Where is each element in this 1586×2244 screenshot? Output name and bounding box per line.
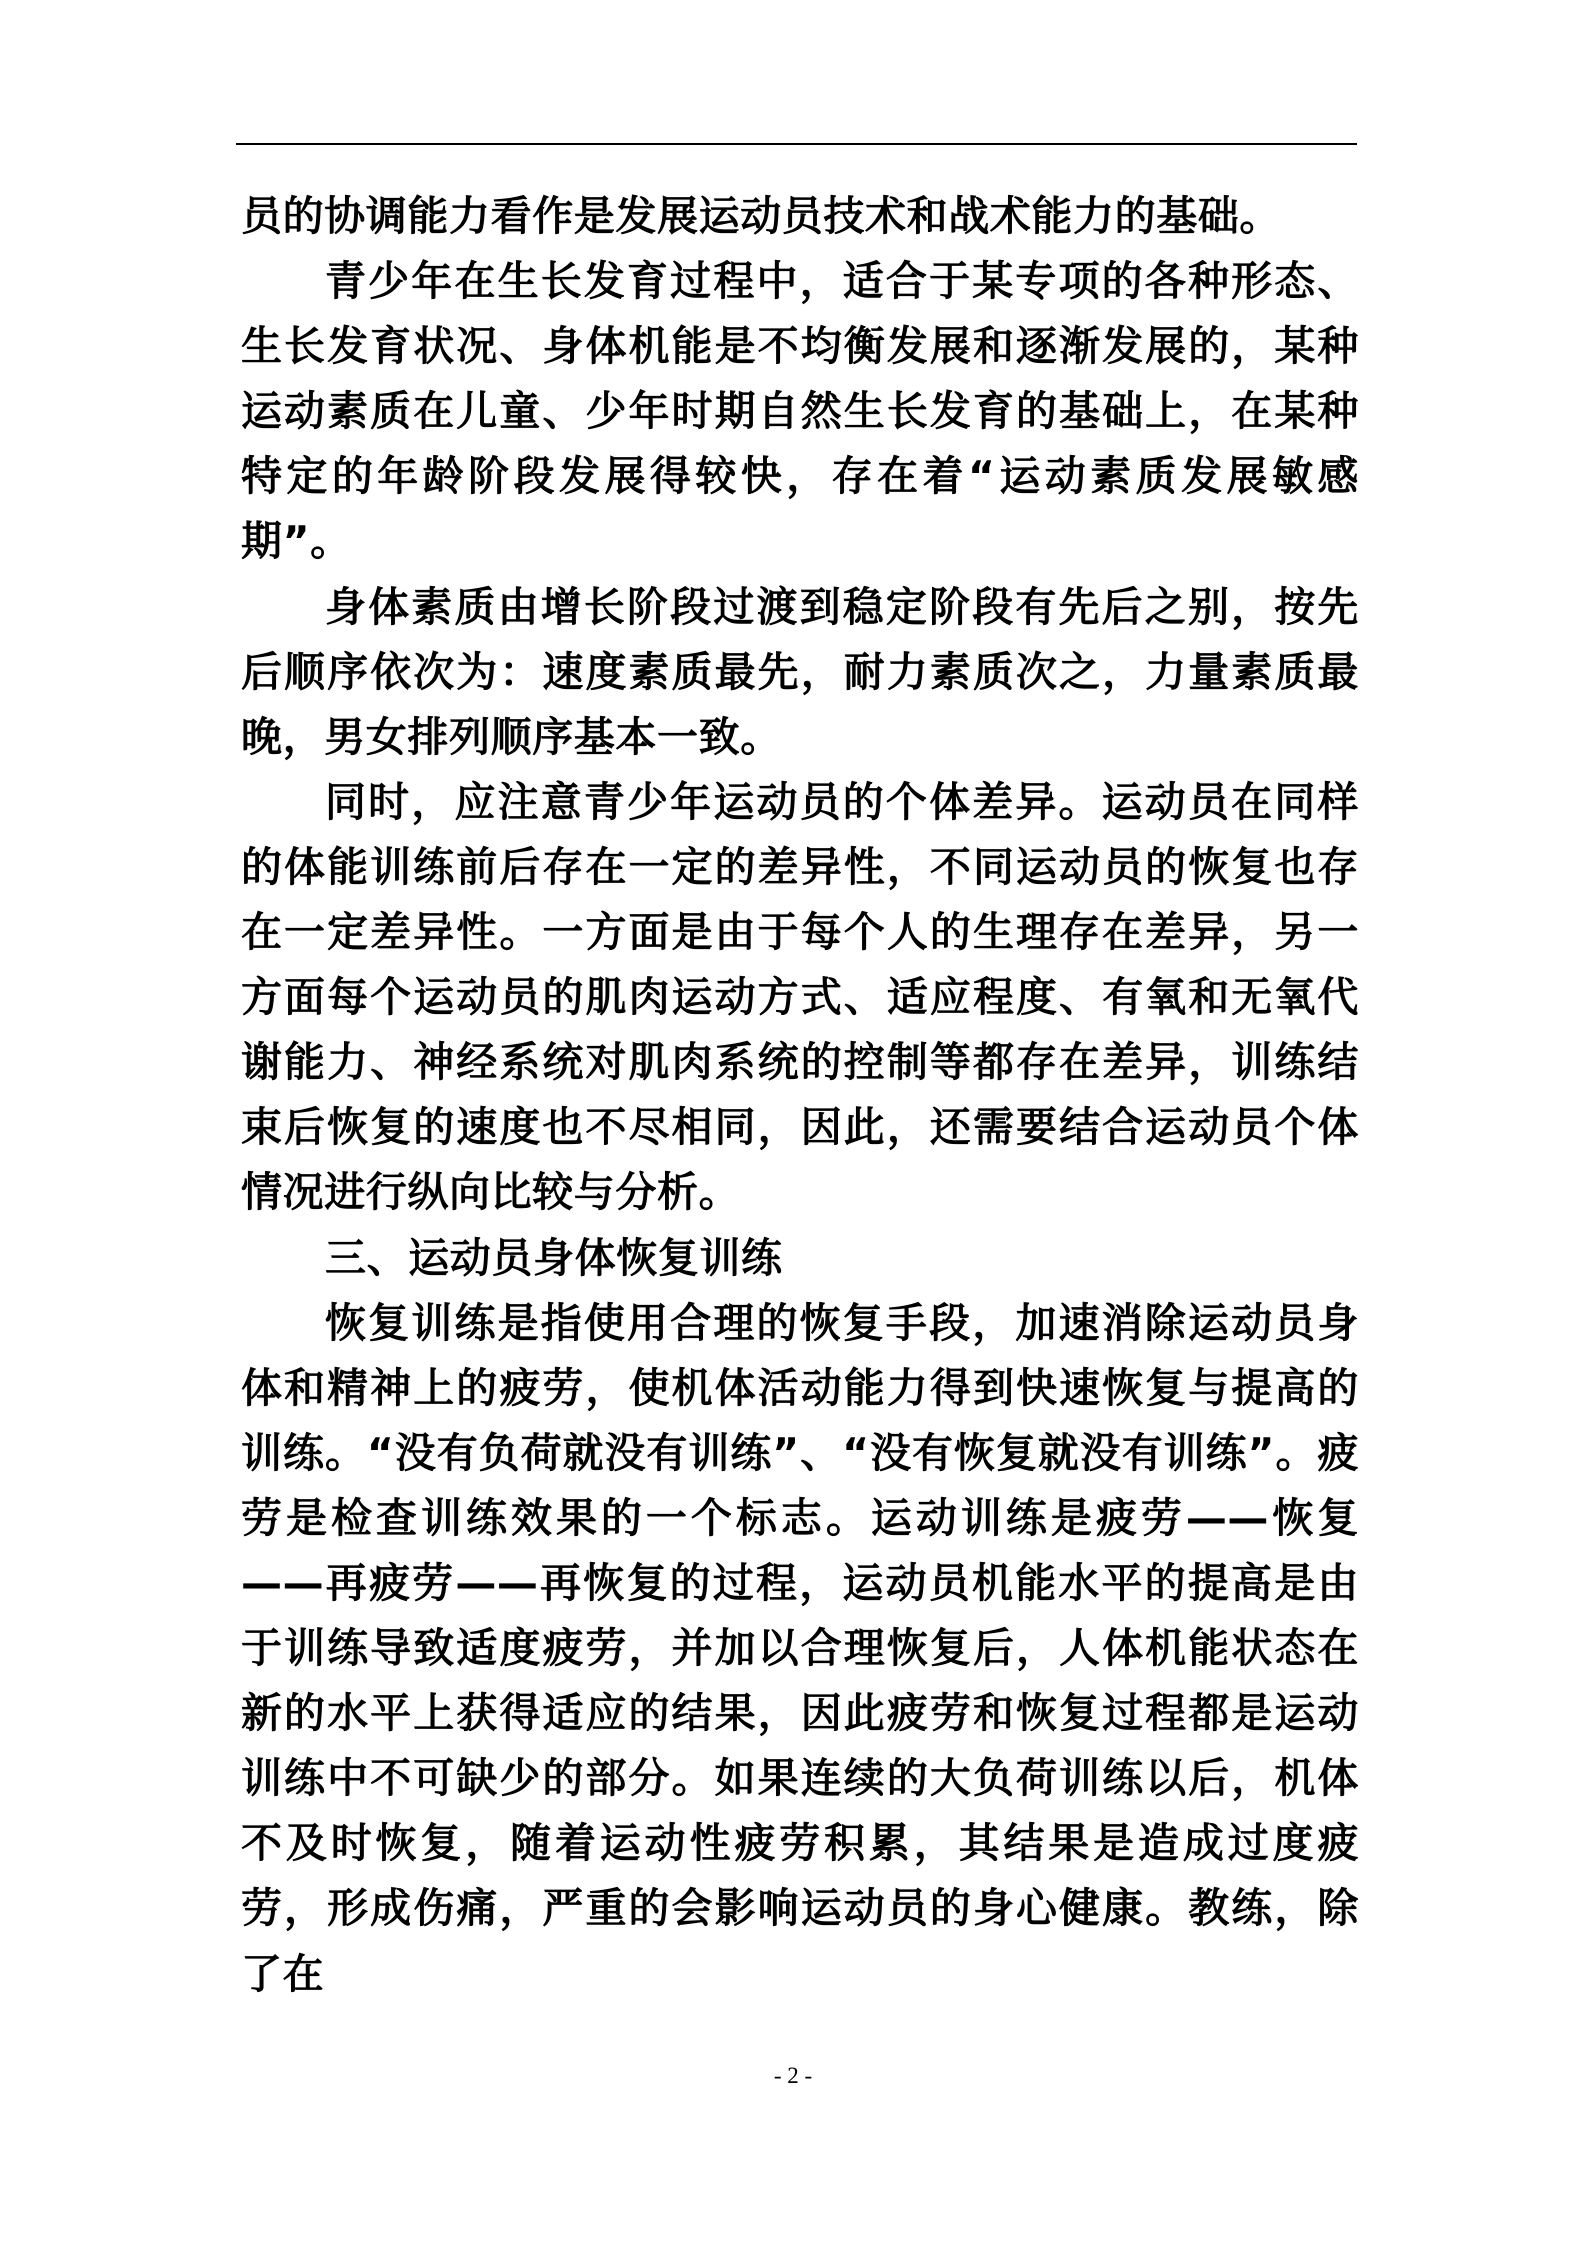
section-heading: 三、运动员身体恢复训练 bbox=[325, 1233, 783, 1282]
paragraph-continuation: 员的协调能力看作是发展运动员技术和战术能力的基础。 bbox=[241, 192, 1281, 240]
paragraph-quality-order: 身体素质由增长阶段过渡到稳定阶段有先后之别，按先后顺序依次为：速度素质最先，耐力素质次之，力量素质最晚，男女排列顺序基本一致。 bbox=[241, 582, 1359, 761]
page-number: - 2 - bbox=[773, 2063, 813, 2088]
paragraph-individual-differences: 同时，应注意青少年运动员的个体差异。运动员在同样的体能训练前后存在一定的差异性，不同运动员的恢复也存在一定差异性。一方面是由于每个人的生理存在差异，另一方面每个运动员的肌肉运动方式、适应程度、有氧和无氧代谢能力、神经系统对肌肉系统的控制等都存在差异，训练结束后恢复的速度也不尽相同，因此，还需要结合运动员个体情况进行纵向比较与分析。 bbox=[241, 777, 1359, 1217]
header-rule bbox=[236, 143, 1357, 145]
paragraph-recovery-training: 恢复训练是指使用合理的恢复手段，加速消除运动员身体和精神上的疲劳，使机体活动能力得到快速恢复与提高的训练。“没有负荷就没有训练”、“没有恢复就没有训练”。疲劳是检查训练效果的一个标志。运动训练是疲劳——恢复——再疲劳——再恢复的过程，运动员机能水平的提高是由于训练导致适度疲劳，并加以合理恢复后，人体机能状态在新的水平上获得适应的结果，因此疲劳和恢复过程都是运动训练中不可缺少的部分。如果连续的大负荷训练以后，机体不及时恢复，随着运动性疲劳积累，其结果是造成过度疲劳，形成伤痛，严重的会影响运动员的身心健康。教练，除了在 bbox=[241, 1298, 1359, 1998]
document-body bbox=[241, 184, 1359, 2007]
paragraph-sensitive-period: 青少年在生长发育过程中，适合于某专项的各种形态、生长发育状况、身体机能是不均衡发展和逐渐发展的，某种运动素质在儿童、少年时期自然生长发育的基础上，在某种特定的年龄阶段发展得较快，存在着“运动素质发展敏感期”。 bbox=[241, 257, 1359, 566]
